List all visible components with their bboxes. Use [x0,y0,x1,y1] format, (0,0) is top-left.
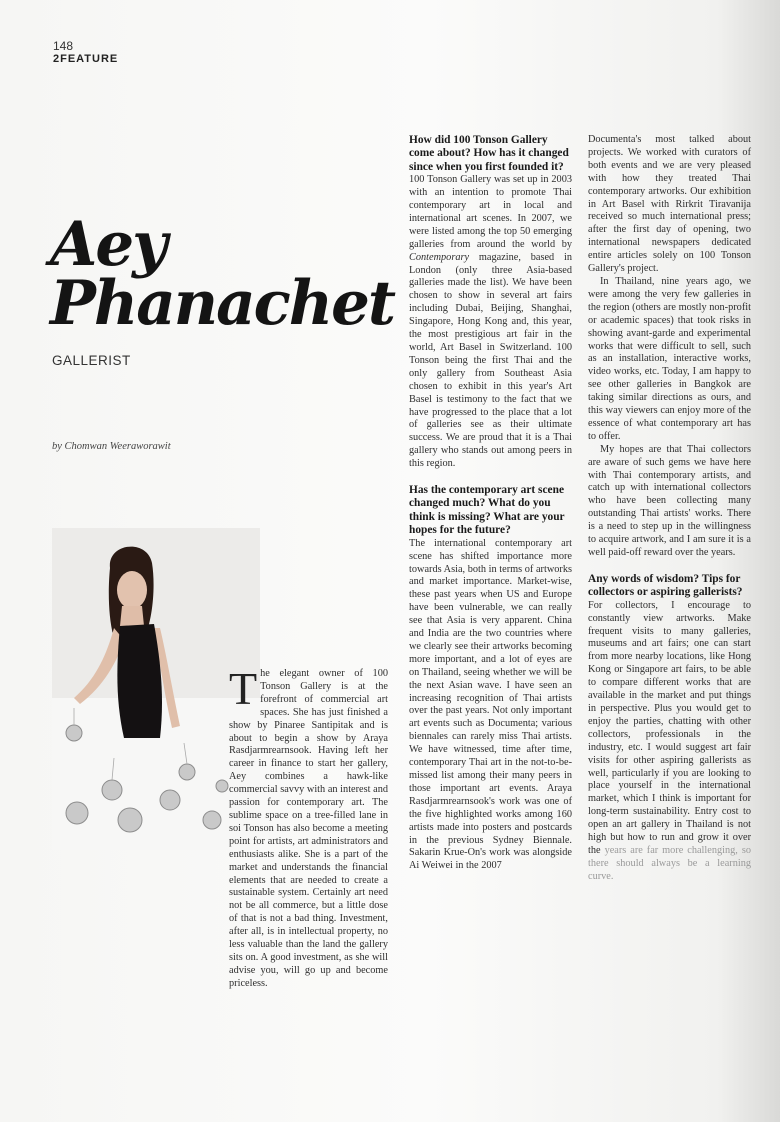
answer-3: For collectors, I encourage to constantly view artworks. Make frequent visits to many galleries, museums and art fairs; one can start from more nearby locations, like Hong Kong or Singapore art fairs, to be able to compare different works that are available in the market and put things in perspective. Plus you would get to enjoy the parties, chatting with other collectors, professionals in the industry, etc. I would suggest art fair visits for other aspiring gallerists as well, particularly if you are looking to place yourself in the international market, which I think is important for long-term sustainability. Entry cost to open an art gallery in Thailand is not high but how to run and grow it over the [588,599,751,856]
question-1: How did 100 Tonson Gallery come about? How has it changed since when you first founded it? [409,134,569,173]
section-label: 2FEATURE [53,53,119,65]
magazine-name: Contemporary [409,251,470,263]
answer-2: The international contemporary art scene has shifted importance more towards Asia, both in terms of artworks and market importance. Market-wise, these past years when US and Europe have been vulnerable, we can really see that Asia is very apparent. China and India are the two countries where we clearly see their artworks becoming more important, and a lot of eyes are on Thailand, seeing whether we will be the next Asian wave. I have seen an increasing recognition of Thai artists over the past years. Not only important art events such as Documenta; various biennales can rarely miss Thai artists. We have witnessed, time after time, contemporary Thai art in the not-to-be-missed list among their many peers in those important art events. Araya Rasdjarmrearnsook's work was one of the five highlighted works among 160 artists made into posters and postcards in the previous Sydney Biennale. Sakarin Krue-On's work was alongside Ai Weiwei in the 2007 [409,537,572,872]
answer-3-faded: years are far more challenging, so there should always be a learning curve. [588,844,751,882]
intro-text: he elegant owner of 100 Tonson Gallery is at the forefront of commercial art spaces. She has just finished a show by Pinaree Santipitak and is about to begin a show by Araya Rasdjarmrearnsook. Having left her career in finance to start her gallery, Aey combines a hawk-like commercial savvy with an interest and passion for contemporary art. The sublime space on a tree-filled lane in soi Tonson has also become a meeting point for artists, art administrators and enthusiasts alike. She is a part of the market and understands the financial elements that are needed to create a sustainable system. Certainly art need not be all commerce, but a little dose of that is not a bad thing. Investment, after all, is in intellectual property, no less valuable than the land the gallery sits on. A good investment, as she will advise you, will go up and become priceless. [229,668,388,989]
answer-1-part-b: magazine, based in London (only three Asia-based galleries made the list). We have been chosen to show in several art fairs including Dubai, Beijing, Shanghai, Singapore, Hong Kong and, this year, the most prestigious art fair in the world, Art Basel in Switzerland. 100 Tonson being the first Thai and the only gallery from Southeast Asia chosen to exhibit in this year's Art Basel is testimony to the fact that we have progressed to the place that a lot of galleries see as their ultimate success. We are proud that it is a Thai gallery who stands out among peers in this region. [409,251,573,470]
question-3: Any words of wisdom? Tips for collectors or aspiring gallerists? [588,572,743,599]
interview-column-2 [409,134,572,873]
question-2: Has the contemporary art scene changed much? What do you think is missing? What are your hopes for the future? [409,484,565,537]
answer-1-part-a: 100 Tonson Gallery was set up in 2003 with an intention to promote Thai contemporary art in local and international art scenes. In 2007, we were listed among the top 50 emerging galleries from around the world by [409,174,572,250]
answer-2-paragraph-2: In Thailand, nine years ago, we were among the very few galleries in the region (others are mostly non-profit or academic spaces) that took risks in showing avant-garde and experimental works that were difficult to sell, such as an installation, interactive works, video works, etc. Today, I am happy to see other galleries in Bangkok are taking similar directions as ours, and this way viewers can enjoy more of the essence of what contemporary art has to offer. [588,275,751,442]
interview-column-3 [588,134,751,884]
answer-2-continued: Documenta's most talked about projects. We worked with curators of both events and we are very pleased with how they treated Thai contemporary artworks. Our exhibition in Art Basel with Rirkrit Tiravanija received so much international press; after the first day of opening, two international newspapers dedicated entire articles solely on 100 Tonson Gallery's project. [588,134,751,275]
page-number: 148 [53,39,74,53]
subtitle: GALLERIST [52,353,131,368]
answer-2-paragraph-3: My hopes are that Thai collectors are aware of such gems we have here with Thai contemporary artists, and catch up with international collectors who have been collecting many outstanding Thai artists' works. There is a need to step up in the willingness to acquire artwork, and I am sure it is a well paid-off reward over the years. [588,443,751,558]
page-header [53,40,118,65]
intro-column [229,663,388,991]
feature-title [50,209,395,339]
title-line-1: Aey [50,209,166,280]
title-line-2: Phanachet [50,268,395,339]
drop-cap: T [229,663,258,714]
byline: by Chomwan Weeraworawit [52,441,171,452]
